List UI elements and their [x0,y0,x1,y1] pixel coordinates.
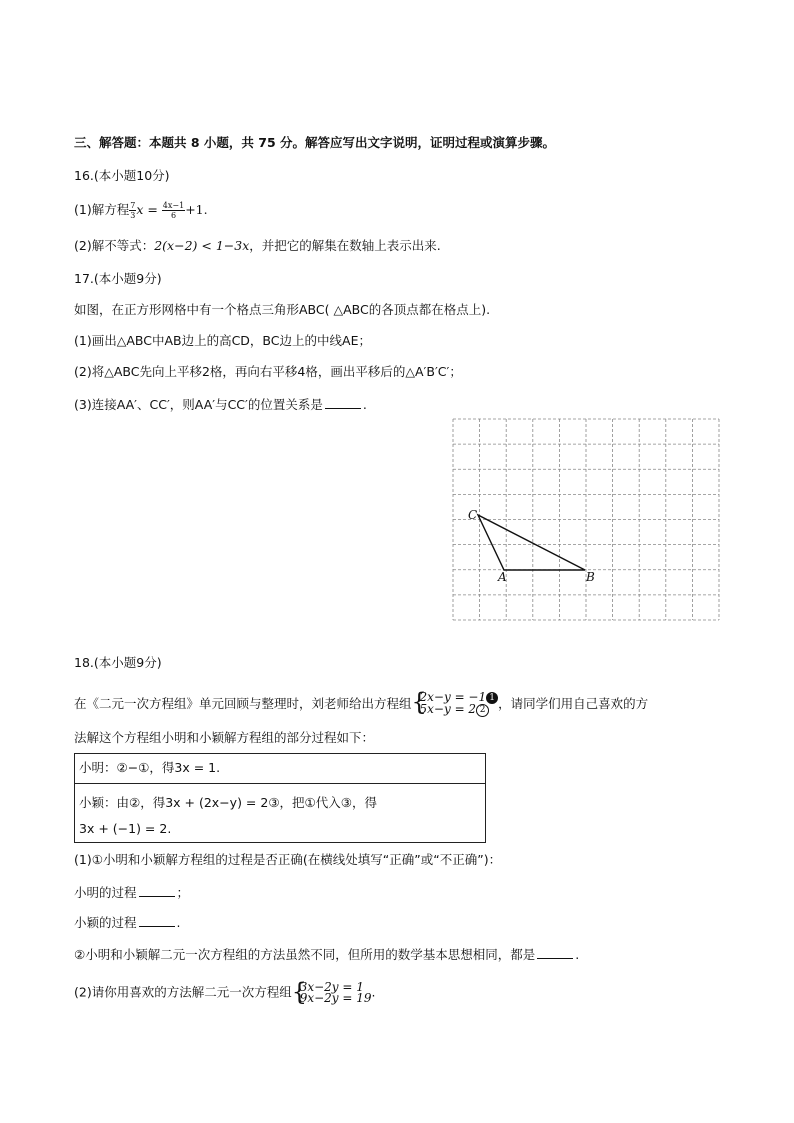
q18-part2-prefix: (2)请你用喜欢的方法解二元一次方程组 [74,984,292,1000]
q18-intro-suffix: ，请同学们用自己喜欢的方 [498,696,649,711]
q16-left-frac-num: 7 [130,201,136,210]
q18-equation-system-2 [291,978,372,1006]
q16-part1-prefix: (1)解方程 [74,202,130,217]
label-c: C [468,508,478,522]
xiaoying-solution-line1: 小颖：由②，得3x + (2x−y) = 2③，把①代入③，得 [79,795,377,810]
q18-part1: (1)①小明和小颖解方程组的过程是否正确(在横线处填写“正确”或“不正确”)： [74,852,502,867]
ming-process-blank[interactable] [139,884,175,897]
q18-sys2-eq1: 3x−2y = 1 [299,980,364,994]
q16-equals: = [143,202,162,217]
q18-brace-2: { [291,978,307,1006]
q16-part2-prefix: (2)解不等式： [74,238,155,253]
q17-part2: (2)将△ABC先向上平移2格，再向右平移4格，画出平移后的△A′B′C′； [74,364,462,379]
grid-lines [453,419,719,620]
q18-brace: { [411,688,427,716]
q18-eq2 [420,704,499,717]
q18-eq1-text: 2x−y = −1 [419,690,487,704]
solution-box [74,753,486,843]
q16-right-frac-den: 6 [170,211,177,220]
q18-intro-line2: 法解这个方程组小明和小颖解方程组的部分过程如下： [74,730,375,745]
q17-part3-prefix: (3)连接AA′、CC′，则AA′与CC′的位置关系是 [74,397,323,412]
q18-part2-suffix: . [371,984,376,1000]
q18-ming-process [74,884,189,901]
q16-title: 16.(本小题10分) [74,168,170,183]
q18-intro [74,688,649,717]
xiaoying-row [75,784,485,842]
ming-process-end: ； [176,885,190,900]
label-a: A [498,570,507,584]
circled-2-icon: 2 [476,704,489,717]
grid-svg [452,418,720,621]
q18-title: 18.(本小题9分) [74,655,162,670]
circled-1-icon: 1 [486,692,498,704]
q18-ying-process [74,914,181,931]
q17-part1: (1)画出△ABC中AB边上的高CD，BC边上的中线AE； [74,333,371,348]
q17-intro: 如图，在正方形网格中有一个格点三角形ABC( △ABC的各顶点都在格点上). [74,302,491,317]
q18-equation-system [411,688,499,717]
ying-process-blank[interactable] [139,914,175,927]
xiaoming-row [75,754,485,784]
triangle-grid-figure [452,418,720,621]
q17-part3-suffix: . [362,397,367,412]
q18-part1b [74,946,579,963]
xiaoying-solution-line2: 3x + (−1) = 2. [79,821,172,836]
q18-part1b-prefix: ②小明和小颖解二元一次方程组的方法虽然不同，但所用的数学基本思想相同，都是 [74,947,536,962]
q16-part1 [74,201,208,220]
q17-title: 17.(本小题9分) [74,271,162,286]
triangle-abc [478,515,585,570]
q18-eq2-text: 5x−y = 2 [419,702,477,716]
q16-part2-suffix: ，并把它的解集在数轴上表示出来. [249,238,441,253]
q16-left-frac-den: 3 [130,211,136,220]
label-b: B [586,570,595,584]
q18-sys2-eq2: 9x−2y = 19 [299,991,372,1005]
q17-answer-blank[interactable] [325,396,361,409]
ming-process-label: 小明的过程 [74,885,137,900]
q17-part3 [74,396,367,413]
section-heading: 三、解答题：本题共 8 小题，共 75 分。解答应写出文字说明，证明过程或演算步骤。 [74,135,556,150]
q16-right-frac-num: 4x−1 [162,201,185,210]
q18-part2 [74,978,376,1006]
q16-part2 [74,238,441,254]
q18-intro-prefix: 在《二元一次方程组》单元回顾与整理时，刘老师给出方程组 [74,696,412,711]
q18-part1b-suffix: . [575,947,580,962]
xiaoming-solution: 小明：②−①，得3x = 1. [79,760,221,775]
q16-right-fraction [162,201,185,220]
q16-var-x: x [136,202,144,217]
thought-blank[interactable] [537,946,573,959]
ying-process-end: . [176,915,181,930]
ying-process-label: 小颖的过程 [74,915,137,930]
q16-inequality: 2(x−2) < 1−3x [154,238,250,253]
q16-part1-suffix: +1. [185,202,208,217]
